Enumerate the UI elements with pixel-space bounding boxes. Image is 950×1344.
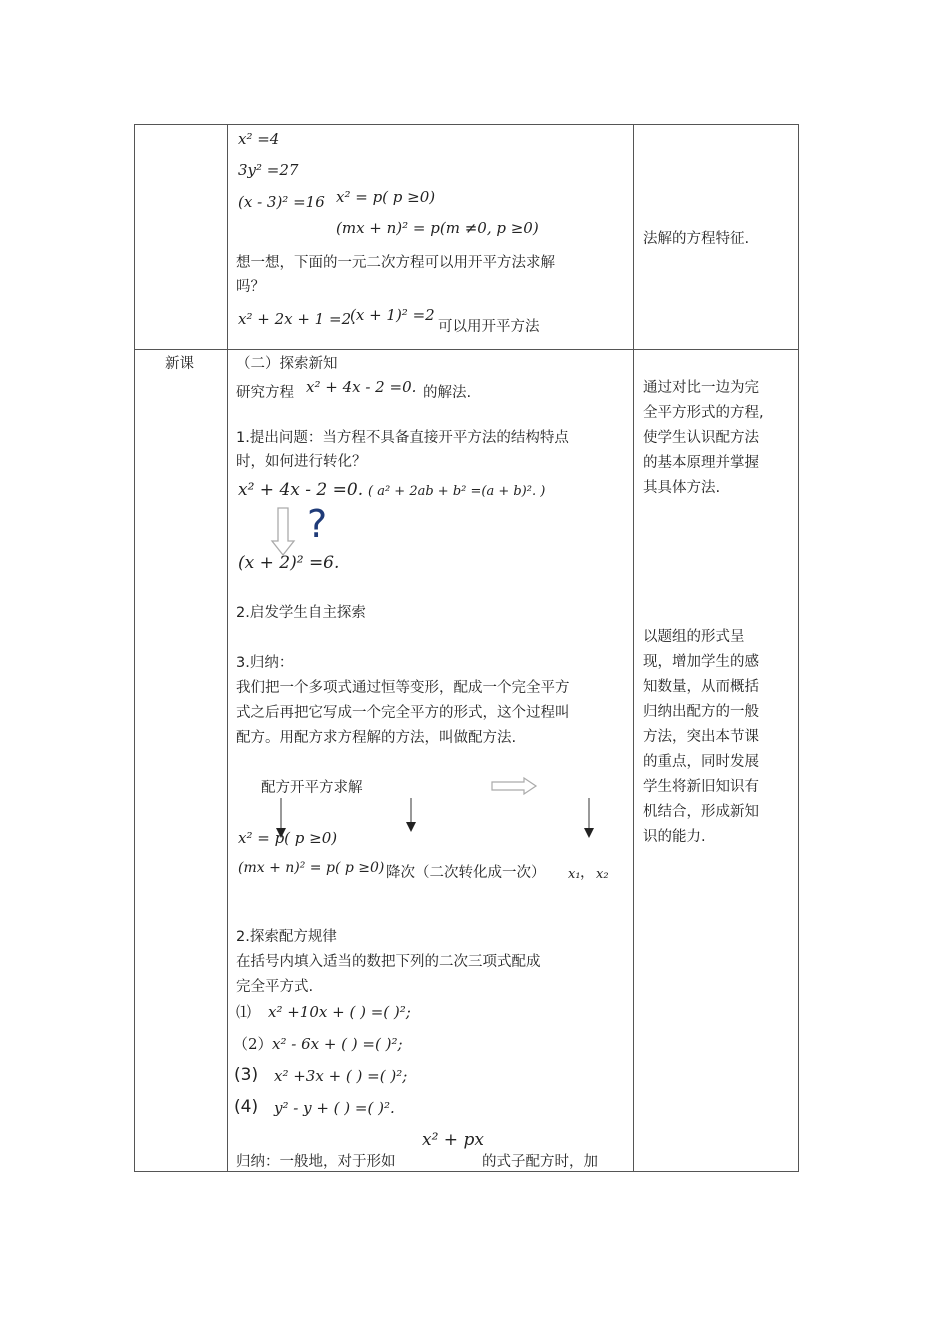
think-question-cont: 吗？ [236,279,265,295]
lesson-plan-table [134,124,799,1172]
note-line: 机结合，形成新知 [643,804,759,820]
label-cell-empty [135,125,228,350]
generalization-suffix: 的式子配方时，加 [482,1154,598,1170]
exercise-4: y² - y + ( ) =( )². [274,1099,395,1117]
perfect-square-formula: ( a² + 2ab + b² =(a + b)². ) [368,484,546,499]
table-row [135,350,799,1172]
question-4-line-2: 完全平方式. [236,979,314,995]
general-form-expression: x² + px [422,1130,484,1150]
root-x2: x₂ [596,867,609,882]
exercise-1: x² +10x + ( ) =( )²; [268,1003,411,1021]
root-separator: ， [580,865,595,881]
equation-3y-squared-27: 3y² =27 [238,161,299,179]
note-text-top: 法解的方程特征. [643,231,750,247]
note-line: 现，增加学生的感 [643,654,759,670]
flow-label: 配方开平方求解 [261,780,363,796]
question-4-line-1: 在括号内填入适当的数把下列的二次三项式配成 [236,954,541,970]
content-cell-main [228,350,634,1172]
can-use-square-root-text: 可以用开平方法 [438,319,540,335]
equation-x-minus-3-squared: (x - 3)² =16 [238,193,325,211]
generalization-prefix: 归纳：一般地，对于形如 [236,1154,396,1170]
equation-x-squared-p: x² = p( p ≥0) [336,188,436,206]
flow-arrow-right-icon [490,776,540,796]
question-4: 2.探索配方规律 [236,929,337,945]
content-cell-top [228,125,634,350]
table-row [135,125,799,350]
equation-x-plus-1-squared: (x + 1)² =2 [350,306,435,324]
note-line: 其具体方法. [643,480,721,496]
study-prefix: 研究方程 [236,385,294,401]
flow-reduce-degree: 降次（二次转化成一次） [386,865,546,881]
equation-x2-2x-1: x² + 2x + 1 =2. [238,310,356,328]
question-1: 1.提出问题：当方程不具备直接开平方法的结构特点 [236,430,569,446]
study-suffix: 的解法. [423,385,472,401]
label-cell-new-lesson [135,350,228,1172]
root-x1: x₁ [568,867,581,882]
note-line: 使学生认识配方法 [643,430,759,446]
note-line: 归纳出配方的一般 [643,704,759,720]
flow-arrow-down-icon-2 [404,796,418,836]
transform-arrow-icon [268,505,298,557]
think-question: 想一想，下面的一元二次方程可以用开平方法求解 [236,255,555,271]
note-line: 学生将新旧知识有 [643,779,759,795]
summary-line-3: 配方。用配方求方程解的方法，叫做配方法. [236,730,517,746]
summary-line-2: 式之后再把它写成一个完全平方的形式，这个过程叫 [236,705,570,721]
note-line: 通过对比一边为完 [643,380,759,396]
question-1-cont: 时，如何进行转化？ [236,454,367,470]
new-lesson-label: 新课 [165,356,194,372]
note-line: 识的能力. [643,829,706,845]
exercise-2: x² - 6x + ( ) =( )²; [272,1035,403,1053]
flow-equation-1: x² = p( p ≥0) [238,829,338,847]
flow-arrow-down-icon-3 [582,796,596,840]
note-line: 方法，突出本节课 [643,729,759,745]
note-line: 的基本原理并掌握 [643,455,759,471]
question-2: 2.启发学生自主探索 [236,605,366,621]
section-heading: （二）探索新知 [236,356,338,372]
study-equation: x² + 4x - 2 =0. [306,378,417,396]
equation-x-squared-4: x² =4 [238,130,280,148]
note-line: 知数量，从而概括 [643,679,759,695]
exercise-1-number: ⑴ [236,1003,252,1021]
question-3: 3.归纳： [236,655,294,671]
note-cell-top [634,125,799,350]
summary-line-1: 我们把一个多项式通过恒等变形，配成一个完全平方 [236,680,570,696]
equation-x2-4x-2: x² + 4x - 2 =0. [238,480,364,500]
flow-equation-2: (mx + n)² = p( p ≥0) [238,860,385,876]
note-line: 的重点，同时发展 [643,754,759,770]
exercise-3-number: (3) [234,1065,259,1085]
equation-mx-plus-n: (mx + n)² = p(m ≠0, p ≥0) [336,219,539,237]
equation-x-plus-2-squared: (x + 2)² =6. [238,553,340,573]
exercise-3: x² +3x + ( ) =( )²; [274,1067,408,1085]
exercise-2-number: （2） [233,1035,273,1053]
note-cell-main [634,350,799,1172]
note-line: 全平方形式的方程, [643,405,764,421]
question-mark-icon: ? [307,502,328,546]
note-line: 以题组的形式呈 [643,629,745,645]
exercise-4-number: (4) [234,1097,259,1117]
